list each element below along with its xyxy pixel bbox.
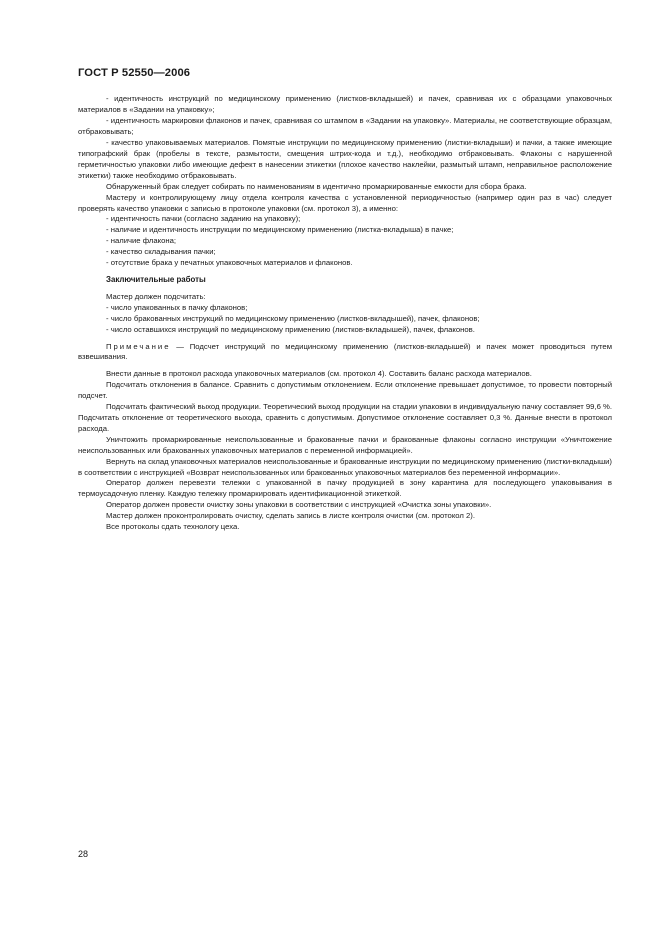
paragraph: Мастеру и контролирующему лицу отдела контроля качества с установленной периодичностью (например один раз в час) следует проверять качество упаковки с записью в протоколе упаковки (см. протокол 3), а именно:	[78, 192, 612, 213]
paragraph: Все протоколы сдать технологу цеха.	[106, 522, 240, 532]
section-title: Заключительные работы	[106, 275, 206, 285]
paragraph: - идентичность маркировки флаконов и пачек, сравнивая со штампом в «Задании на упаковку». Материалы, не соответствующие образцам, отбраковывать;	[78, 115, 612, 136]
list-item: - наличие и идентичность инструкции по медицинскому применению (листка-вкладыша) в пачке;	[106, 225, 454, 235]
paragraph: Уничтожить промаркированные неиспользованные и бракованные пачки и бракованные флаконы согласно инструкции «Уничтожение неиспользованных или бракованных упаковочных материалов с переменной информацией».	[78, 434, 612, 455]
list-item: - отсутствие брака у печатных упаковочных материалов и флаконов.	[106, 258, 353, 268]
paragraph: Подсчитать фактический выход продукции. Теоретический выход продукции на стадии упаковки в индивидуальную пачку составляет 99,6 %. Подсчитать отклонение от теоретического выхода, сравнить с допустимым. Допустимое отклонение составляет 0,3 %. Данные внести в протокол расхода.	[78, 401, 612, 433]
document-header: ГОСТ Р 52550—2006	[78, 67, 191, 79]
paragraph: Мастер должен подсчитать:	[106, 292, 206, 302]
list-item: - идентичность пачки (согласно заданию на упаковку);	[106, 214, 301, 224]
list-item: - число упакованных в пачку флаконов;	[106, 303, 248, 313]
paragraph: Оператор должен перевезти тележки с упакованной в пачку продукцией в зону карантина для последующего упаковывания в термоусадочную пленку. Каждую тележку промаркировать идентификационной этикеткой.	[78, 478, 612, 499]
paragraph: Подсчитать отклонения в балансе. Сравнить с допустимым отклонением. Если отклонение превышает допустимое, то провести повторный подсчет.	[78, 379, 612, 400]
paragraph: Внести данные в протокол расхода упаковочных материалов (см. протокол 4). Составить баланс расхода материалов.	[106, 368, 532, 378]
paragraph: Обнаруженный брак следует собирать по наименованиям в идентично промаркированные емкости для сбора брака.	[106, 181, 527, 191]
list-item: - наличие флакона;	[106, 236, 177, 246]
note-label: Примечание	[106, 341, 171, 351]
list-item: - число оставшихся инструкций по медицинскому применению (листков-вкладышей), пачек, флаконов.	[106, 325, 475, 335]
document-body	[78, 94, 612, 533]
paragraph: Оператор должен провести очистку зоны упаковки в соответствии с инструкцией «Очистка зоны упаковки».	[106, 500, 492, 510]
list-item: - качество складывания пачки;	[106, 247, 216, 257]
note-text: — Подсчет инструкций по медицинскому применению (листков-вкладышей) и пачек может проводиться путем взвешивания.	[78, 341, 612, 362]
page-number: 28	[78, 849, 89, 859]
paragraph: Вернуть на склад упаковочных материалов неиспользованные и бракованные инструкции по медицинскому применению (листки-вкладыши) в соответствии с инструкцией «Возврат неиспользованных или бракованных упаковочных материалов без переменной информации».	[78, 456, 612, 477]
paragraph: Мастер должен проконтролировать очистку, сделать запись в листе контроля очистки (см. протокол 2).	[106, 511, 475, 521]
list-item: - число бракованных инструкций по медицинскому применению (листков-вкладышей), пачек, флаконов;	[106, 314, 480, 324]
paragraph: - идентичность инструкций по медицинскому применению (листков-вкладышей) и пачек, сравнивая их с образцами упаковочных материалов в «Задании на упаковку»;	[78, 94, 612, 114]
paragraph: - качество упаковываемых материалов. Помятые инструкции по медицинскому применению (листки-вкладыши) и пачки, а также имеющие типографский брак (пробелы в тексте, размытости, смещения штрих-кода и т.д.), необходимо отбраковывать. Флаконы с нарушенной герметичностью упаковки либо имеющие дефект в нанесении этикетки (плохое качество наклейки, размытый штамп, неправильное расположение этикетки) также необходимо отбраковывать.	[78, 137, 612, 180]
note	[78, 342, 612, 364]
